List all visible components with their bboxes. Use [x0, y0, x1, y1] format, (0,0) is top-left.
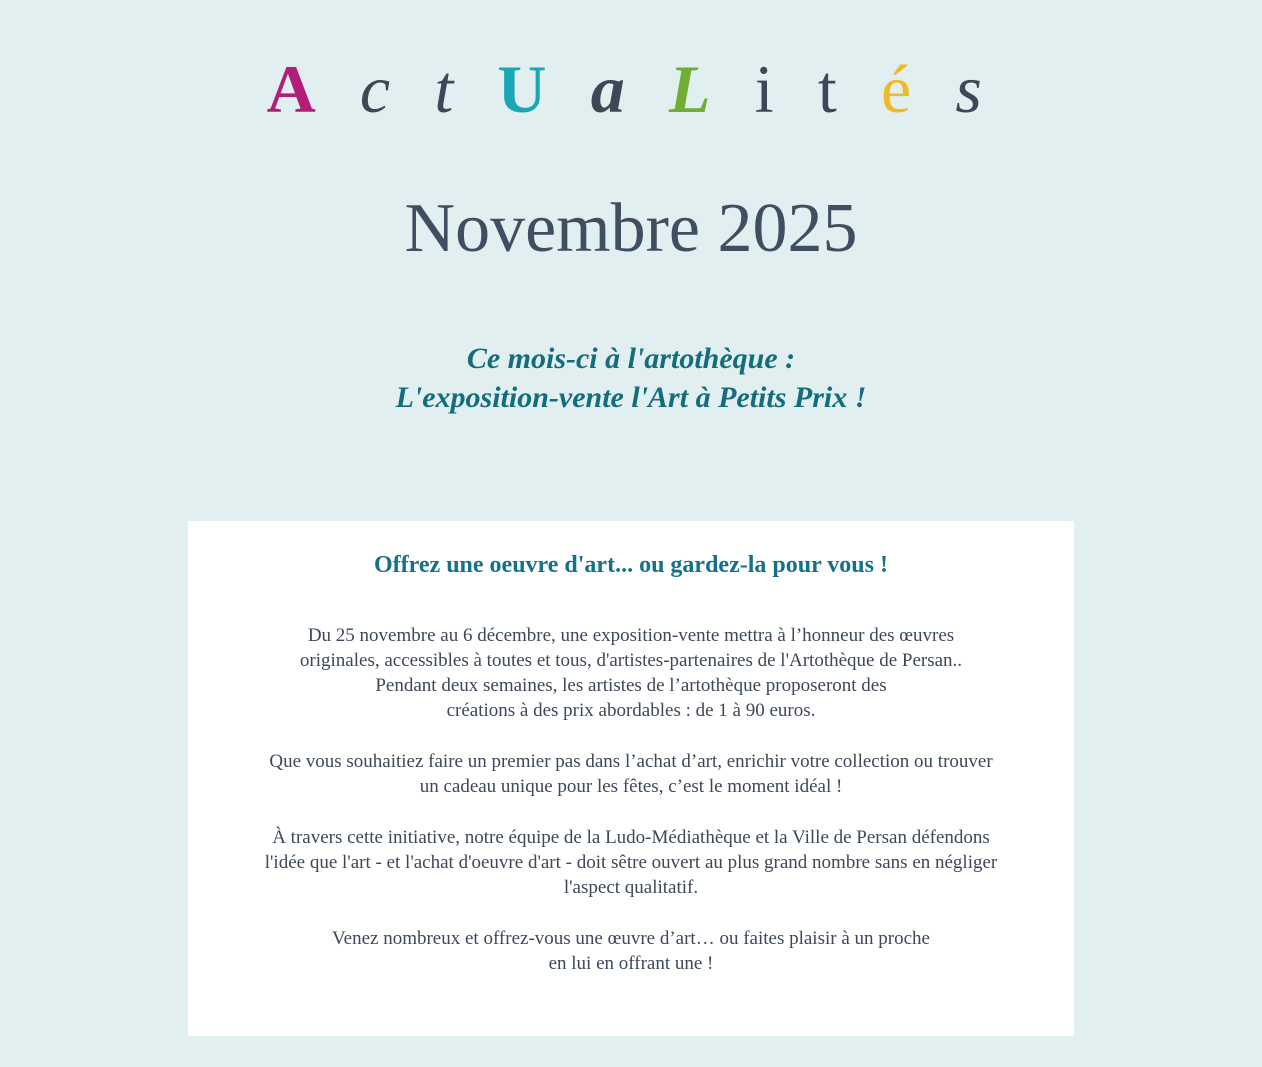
paragraph	[222, 926, 1040, 976]
text-line: Du 25 novembre au 6 décembre, une exposition-vente mettra à l’honneur des œuvres	[307, 624, 955, 646]
text-line: Venez nombreux et offrez-vous une œuvre d’art… ou faites plaisir à un proche	[332, 927, 930, 949]
newsletter-title	[0, 50, 1262, 128]
paragraph	[222, 623, 1040, 723]
subtitle-line: Ce mois-ci à l'artothèque :	[466, 341, 796, 375]
subtitle-line: L'exposition-vente l'Art à Petits Prix !	[395, 380, 867, 414]
paragraph	[222, 825, 1040, 900]
text-line: en lui en offrant une !	[548, 952, 714, 974]
newsletter-header	[0, 50, 1262, 417]
title-letter-6: i	[754, 51, 788, 127]
title-letter-2: t	[434, 51, 467, 127]
title-letter-3: U	[497, 51, 561, 127]
title-letter-0: A	[266, 51, 330, 127]
title-letter-7: t	[817, 51, 851, 127]
monthly-event-subtitle	[0, 339, 1262, 417]
text-line: un cadeau unique pour les fêtes, c’est le moment idéal !	[419, 775, 843, 797]
newsletter-page	[0, 50, 1262, 1067]
text-line: l'aspect qualitatif.	[563, 876, 699, 898]
paragraph	[222, 749, 1040, 799]
title-letter-8: é	[880, 51, 925, 127]
text-line: l'idée que l'art - et l'achat d'oeuvre d'art - doit sêtre ouvert au plus grand nombre sans en négliger	[264, 851, 998, 873]
text-line: À travers cette initiative, notre équipe de la Ludo-Médiathèque et la Ville de Persan défendons	[272, 826, 990, 848]
text-line: Pendant deux semaines, les artistes de l’artothèque proposeront des	[375, 674, 887, 696]
month-title: Novembre 2025	[404, 190, 858, 268]
article-card	[188, 521, 1074, 1036]
title-letter-5: L	[668, 51, 725, 127]
title-letter-4: a	[590, 51, 639, 127]
text-line: créations à des prix abordables : de 1 à 90 euros.	[446, 699, 816, 721]
title-letter-9: s	[955, 51, 996, 127]
text-line: originales, accessibles à toutes et tous, d'artistes-partenaires de l'Artothèque de Persan..	[299, 649, 963, 671]
text-line: Que vous souhaitiez faire un premier pas dans l’achat d’art, enrichir votre collection ou trouver	[269, 750, 993, 772]
article-heading: Offrez une oeuvre d'art... ou gardez-la pour vous !	[374, 551, 888, 578]
title-letter-1: c	[359, 51, 404, 127]
